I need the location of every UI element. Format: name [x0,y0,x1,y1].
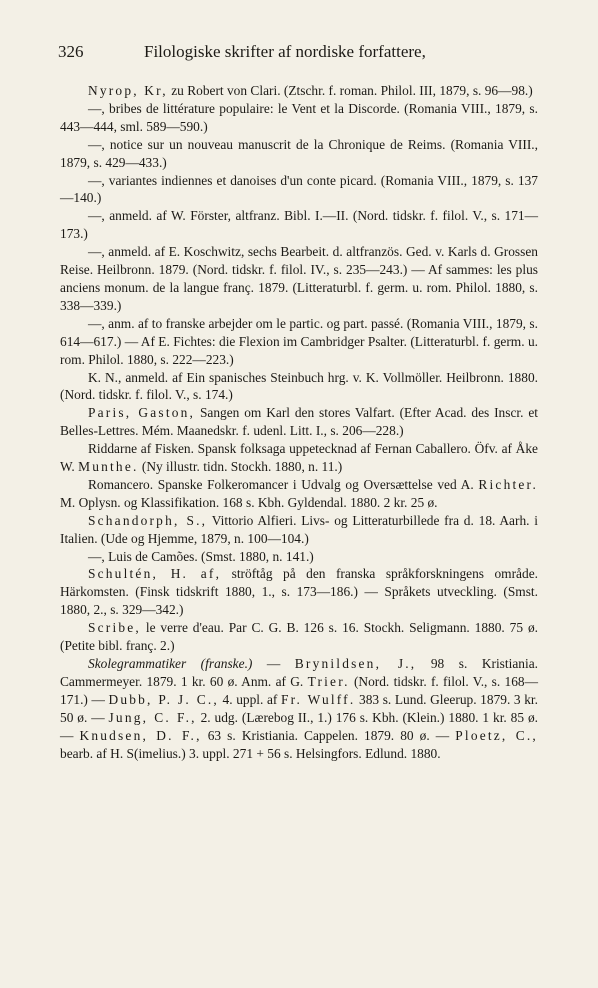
author-name: Schandorph, S., [88,512,208,528]
entry-text: —, bribes de littérature populaire: le Vent et la Discorde. (Romania VIII., 1879, s. 443—444, sml. 589—590.) [60,100,538,134]
author-name: Fr. Wulff. [280,691,356,707]
entry-text: 98 s. Kristiania. Cammermeyer. 1879. 1 kr. 60 ø. Anm. af G. [60,656,538,689]
entry-text: —, anm. af to franske arbejder om le partic. og part. passé. (Romania VIII., 1879, s. 614—617.) — Af E. Fichtes: die Flexion im Cambridger Psalter. (Litteraturbl. f. germ. u. rom. Philol. 1880, s. 222—223.) [60,315,538,367]
entry-text: le verre d'eau. Par C. G. B. 126 s. 16. Stockh. Seligmann. 1880. 75 ø. (Petite bibl. franç. 2.) [60,620,538,654]
page-header [58,42,548,64]
entry-text: Romancero. Spanske Folkeromancer i Udvalg og Oversættelse ved A. [88,476,479,492]
author-name: Trier. [307,673,350,689]
entry-text: M. Oplysn. og Klassifikation. 168 s. Kbh. Gyldendal. 1880. 2 kr. 25 ø. [60,494,438,510]
bibliography-entry [60,655,538,762]
bibliography-entry [60,404,538,440]
section-heading: Skolegrammatiker (franske.) [88,656,253,671]
entry-text: —, variantes indiennes et danoises d'un conte picard. (Romania VIII., 1879, s. 137—140.) [60,172,538,206]
entry-text: zu Robert von Clari. (Ztschr. f. roman. Philol. III, 1879, s. 96—98.) [167,83,533,98]
author-name: Scribe, [88,620,141,636]
author-name: Paris, Gaston, [88,405,196,421]
bibliography-list [60,82,538,762]
entry-text: —, notice sur un nouveau manuscrit de la Chronique de Reims. (Romania VIII., 1879, s. 429—433.) [60,136,538,170]
author-name: Schultén, H. af, [88,566,222,582]
entry-text: bearb. af H. S(imelius.) 3. uppl. 271 + 56 s. Helsingfors. Edlund. 1880. [60,745,441,761]
author-name: Munthe. [78,459,139,475]
bibliography-entry [60,100,538,136]
author-name: Richter. [478,476,538,492]
entry-text: K. N., anmeld. af Ein spanisches Steinbuch hrg. v. K. Vollmöller. Heilbronn. 1880. (Nord. tidskr. f. filol. V., s. 174.) [60,369,538,403]
bibliography-entry [60,207,538,243]
entry-text: Vittorio Alfieri. Livs- og Litteraturbillede fra d. 18. Aarh. i Italien. (Ude og Hjemme, 1879, n. 100—104.) [60,512,538,546]
author-name: Nyrop, Kr, [88,83,168,98]
running-title: Filologiske skrifter af nordiske forfattere, [144,42,426,61]
entry-text: (Nord. tidskr. f. filol. V., s. 168—171.) — [60,673,538,707]
entry-text: — [252,656,295,671]
bibliography-entry [60,565,538,619]
entry-text: 63 s. Kristiania. Cappelen. 1879. 80 ø. — [201,727,456,743]
entry-text: 4. uppl. af [218,691,281,707]
author-name: Ploetz, C., [455,727,538,743]
entry-text: —, anmeld. af W. Förster, altfranz. Bibl. I.—II. (Nord. tidskr. f. filol. V., s. 171—173.) [60,208,538,242]
bibliography-entry [60,172,538,208]
entry-text: 2. udg. (Lærebog II., 1.) 176 s. Kbh. (Klein.) 1880. 1 kr. 85 ø. — [60,709,538,743]
entry-text: (Ny illustr. tidn. Stockh. 1880, n. 11.) [138,459,343,475]
entry-text: Sangen om Karl den stores Valfart. (Efter Acad. des Inscr. et Belles-Lettres. Mém. Maanedskr. f. udenl. Litt. I., s. 206—228.) [60,405,538,439]
bibliography-entry [60,136,538,172]
entry-text: ströftåg på den franska språkforskningens område. Härkomsten. (Finsk tidskrift 1880, 1., s. 173—186.) — Språkets utveckling. (Smst. 1880, 2., s. 329—342.) [60,566,538,618]
page-number: 326 [58,42,84,61]
author-name: Knudsen, D. F., [79,727,202,743]
bibliography-entry [60,440,538,476]
bibliography-entry [60,512,538,548]
author-name: Dubb, P. J. C., [108,691,219,707]
entry-text: —, anmeld. af E. Koschwitz, sechs Bearbeit. d. altfranzös. Ged. v. Karls d. Grossen Reise. Heilbronn. 1879. (Nord. tidskr. f. filol. IV., s. 235—243.) — Af sammes: les plus anciens monum. de la langue franç. 1879. (Litteraturbl. f. germ. u. rom. Philol. 1880, s. 338—339.) [60,244,538,313]
bibliography-entry [60,243,538,315]
bibliography-entry [60,548,538,566]
author-name: Jung, C. F., [108,709,197,725]
bibliography-entry [60,369,538,405]
author-name: Brynildsen, J., [294,656,417,671]
entry-text: 383 s. Lund. Gleerup. 1879. 3 kr. 50 ø. — [60,691,538,725]
entry-text: Riddarne af Fisken. Spansk folksaga uppetecknad af Fernan Caballero. Öfv. af Åke W. [60,441,538,475]
bibliography-entry [60,82,538,100]
bibliography-entry [60,476,538,512]
bibliography-entry [60,315,538,369]
entry-text: —, Luis de Camões. (Smst. 1880, n. 141.) [88,548,314,564]
bibliography-entry [60,619,538,655]
